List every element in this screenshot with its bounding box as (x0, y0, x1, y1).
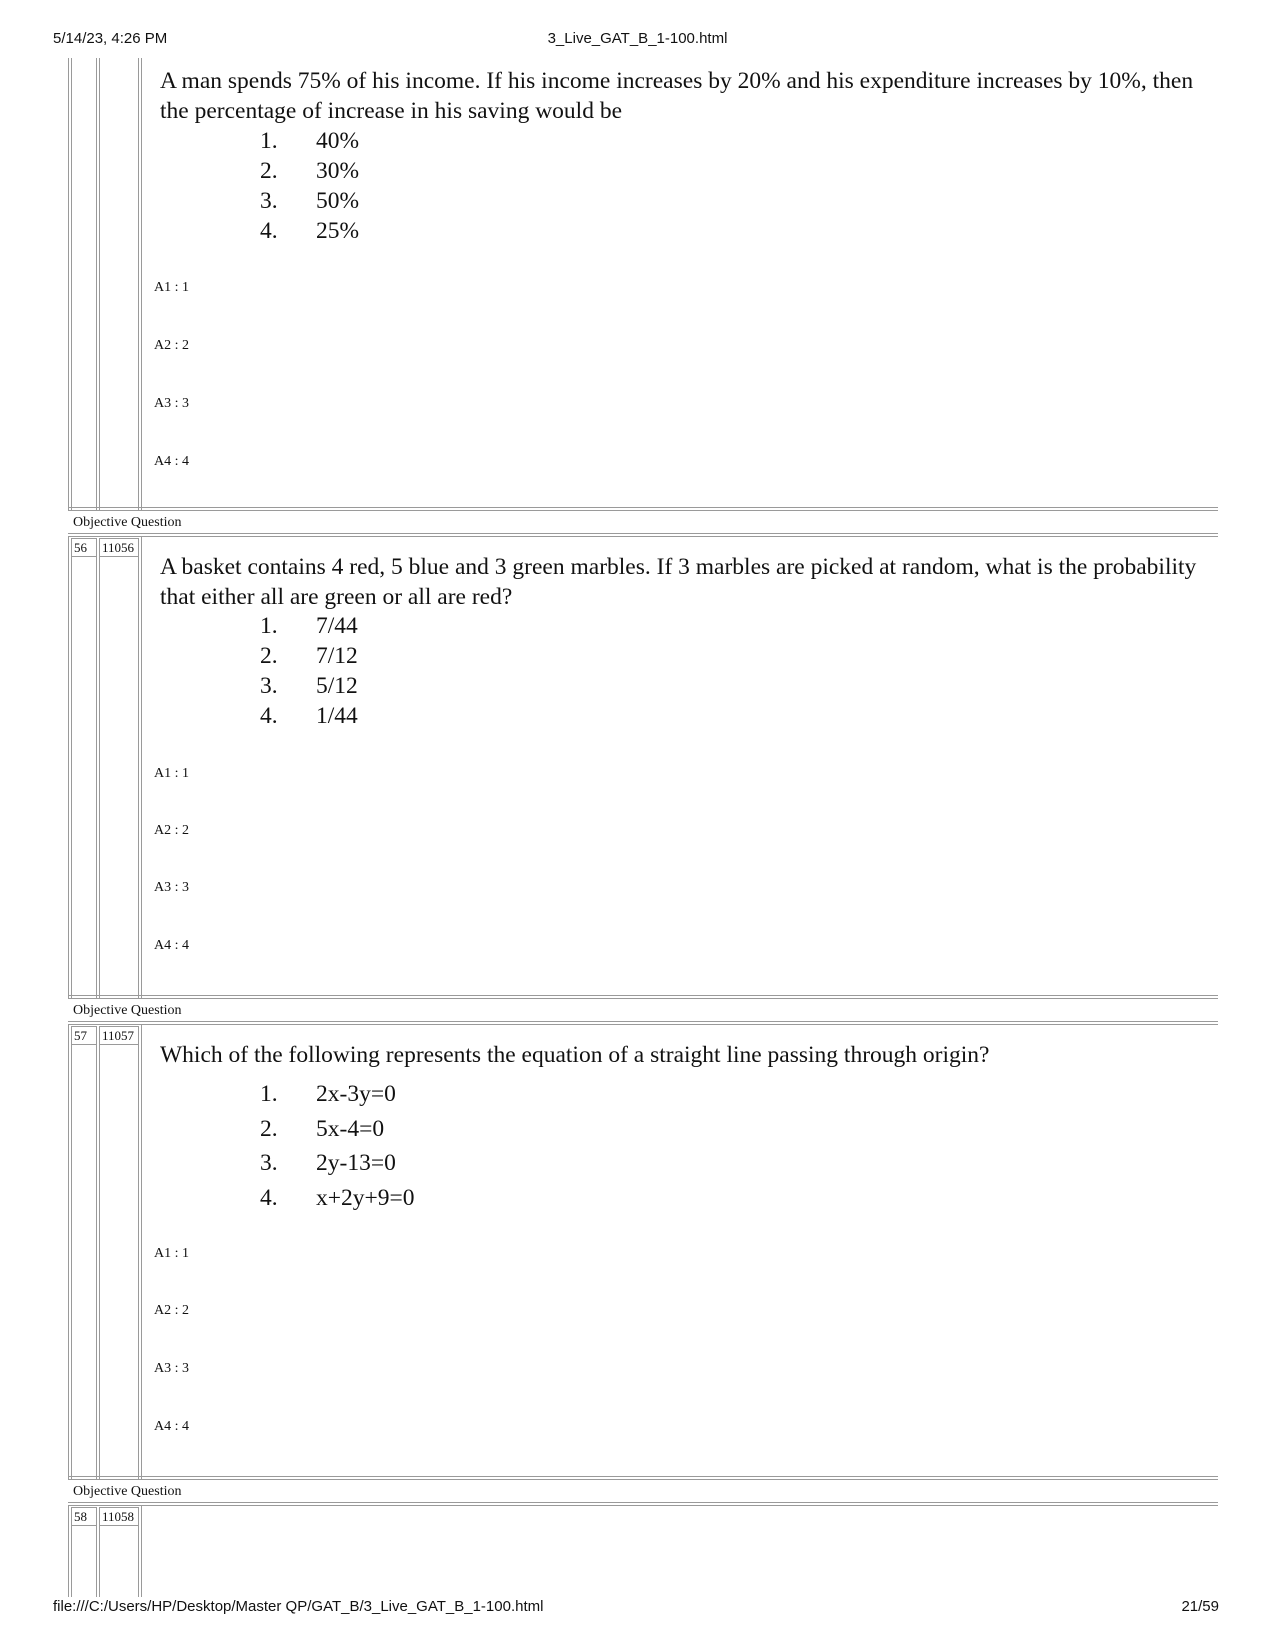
table-border (68, 1024, 1218, 1025)
table-border (71, 556, 72, 998)
table-border (68, 510, 1218, 511)
option-item: 2. 7/12 (260, 643, 358, 669)
answer-option: A3 : 3 (154, 396, 189, 411)
option-item: 3. 2y-13=0 (260, 1150, 396, 1176)
table-border (68, 1476, 1218, 1477)
answer-option: A4 : 4 (154, 454, 189, 469)
answer-option: A1 : 1 (154, 766, 189, 781)
table-border (96, 1044, 97, 1479)
print-page-number: 21/59 (1181, 1598, 1219, 1615)
table-border (141, 58, 142, 510)
table-border (99, 58, 100, 510)
table-border (96, 58, 97, 510)
table-border (68, 536, 1218, 537)
table-border (138, 556, 139, 998)
table-border (138, 58, 139, 510)
options-list (260, 1077, 415, 1215)
table-border (68, 998, 1218, 999)
question-serial: 58 (71, 1507, 97, 1526)
table-border (68, 507, 1218, 508)
answer-option: A1 : 1 (154, 280, 189, 295)
table-border (68, 1502, 1218, 1503)
table-border (138, 1044, 139, 1479)
print-title: 3_Live_GAT_B_1-100.html (547, 30, 728, 47)
table-border (96, 556, 97, 998)
table-border (141, 1505, 142, 1597)
table-border (68, 533, 1218, 534)
option-item: 1. 7/44 (260, 613, 358, 639)
option-item: 4. x+2y+9=0 (260, 1184, 415, 1211)
option-item: 3. 50% (260, 188, 360, 214)
question-id: 11057 (99, 1026, 139, 1045)
answer-option: A4 : 4 (154, 938, 189, 953)
print-file-path: file:///C:/Users/HP/Desktop/Master QP/GAT_B/3_Live_GAT_B_1-100.html (53, 1598, 544, 1615)
table-border (99, 556, 100, 998)
answer-option: A3 : 3 (154, 1361, 189, 1376)
answer-option: A2 : 2 (154, 338, 189, 353)
answer-option: A2 : 2 (154, 1303, 189, 1318)
table-border (138, 1525, 139, 1597)
question-serial: 57 (71, 1026, 97, 1045)
question-type-label: Objective Question (73, 1003, 182, 1018)
table-border (71, 58, 72, 510)
table-border (68, 536, 69, 998)
table-border (68, 1505, 1218, 1506)
table-border (68, 995, 1218, 996)
question-serial: 56 (71, 538, 97, 557)
table-border (99, 1525, 100, 1597)
table-border (71, 1525, 72, 1597)
question-type-label: Objective Question (73, 1484, 182, 1499)
option-item: 3. 5/12 (260, 673, 358, 699)
table-border (68, 1479, 1218, 1480)
table-border (71, 1044, 72, 1479)
table-border (99, 1044, 100, 1479)
option-item: 4. 1/44 (260, 703, 358, 729)
question-type-label: Objective Question (73, 515, 182, 530)
option-item: 1. 2x-3y=0 (260, 1081, 396, 1107)
table-border (68, 1505, 69, 1597)
table-border (68, 1024, 69, 1479)
option-item: 1. 40% (260, 128, 360, 154)
question-text: Which of the following represents the equation of a straight line passing through origin? (160, 1042, 990, 1068)
option-item: 2. 5x-4=0 (260, 1115, 385, 1142)
answer-option: A3 : 3 (154, 880, 189, 895)
option-item: 2. 30% (260, 158, 360, 184)
answer-option: A4 : 4 (154, 1419, 189, 1434)
table-border (141, 1024, 142, 1479)
print-datetime: 5/14/23, 4:26 PM (53, 30, 168, 47)
answer-option: A2 : 2 (154, 823, 189, 838)
table-border (68, 58, 69, 510)
answer-option: A1 : 1 (154, 1246, 189, 1261)
table-border (141, 536, 142, 998)
question-id: 11058 (99, 1507, 139, 1526)
option-item: 4. 25% (260, 218, 360, 244)
question-text: A basket contains 4 red, 5 blue and 3 green marbles. If 3 marbles are picked at random, what is the probability that either all are green or all are red? (160, 554, 1197, 610)
question-text: A man spends 75% of his income. If his income increases by 20% and his expenditure increases by 10%, then the percentage of increase in his saving would be (160, 68, 1194, 124)
options-list (260, 126, 359, 246)
table-border (68, 1021, 1218, 1022)
options-list (260, 611, 358, 731)
table-border (96, 1525, 97, 1597)
question-id: 11056 (99, 538, 139, 557)
